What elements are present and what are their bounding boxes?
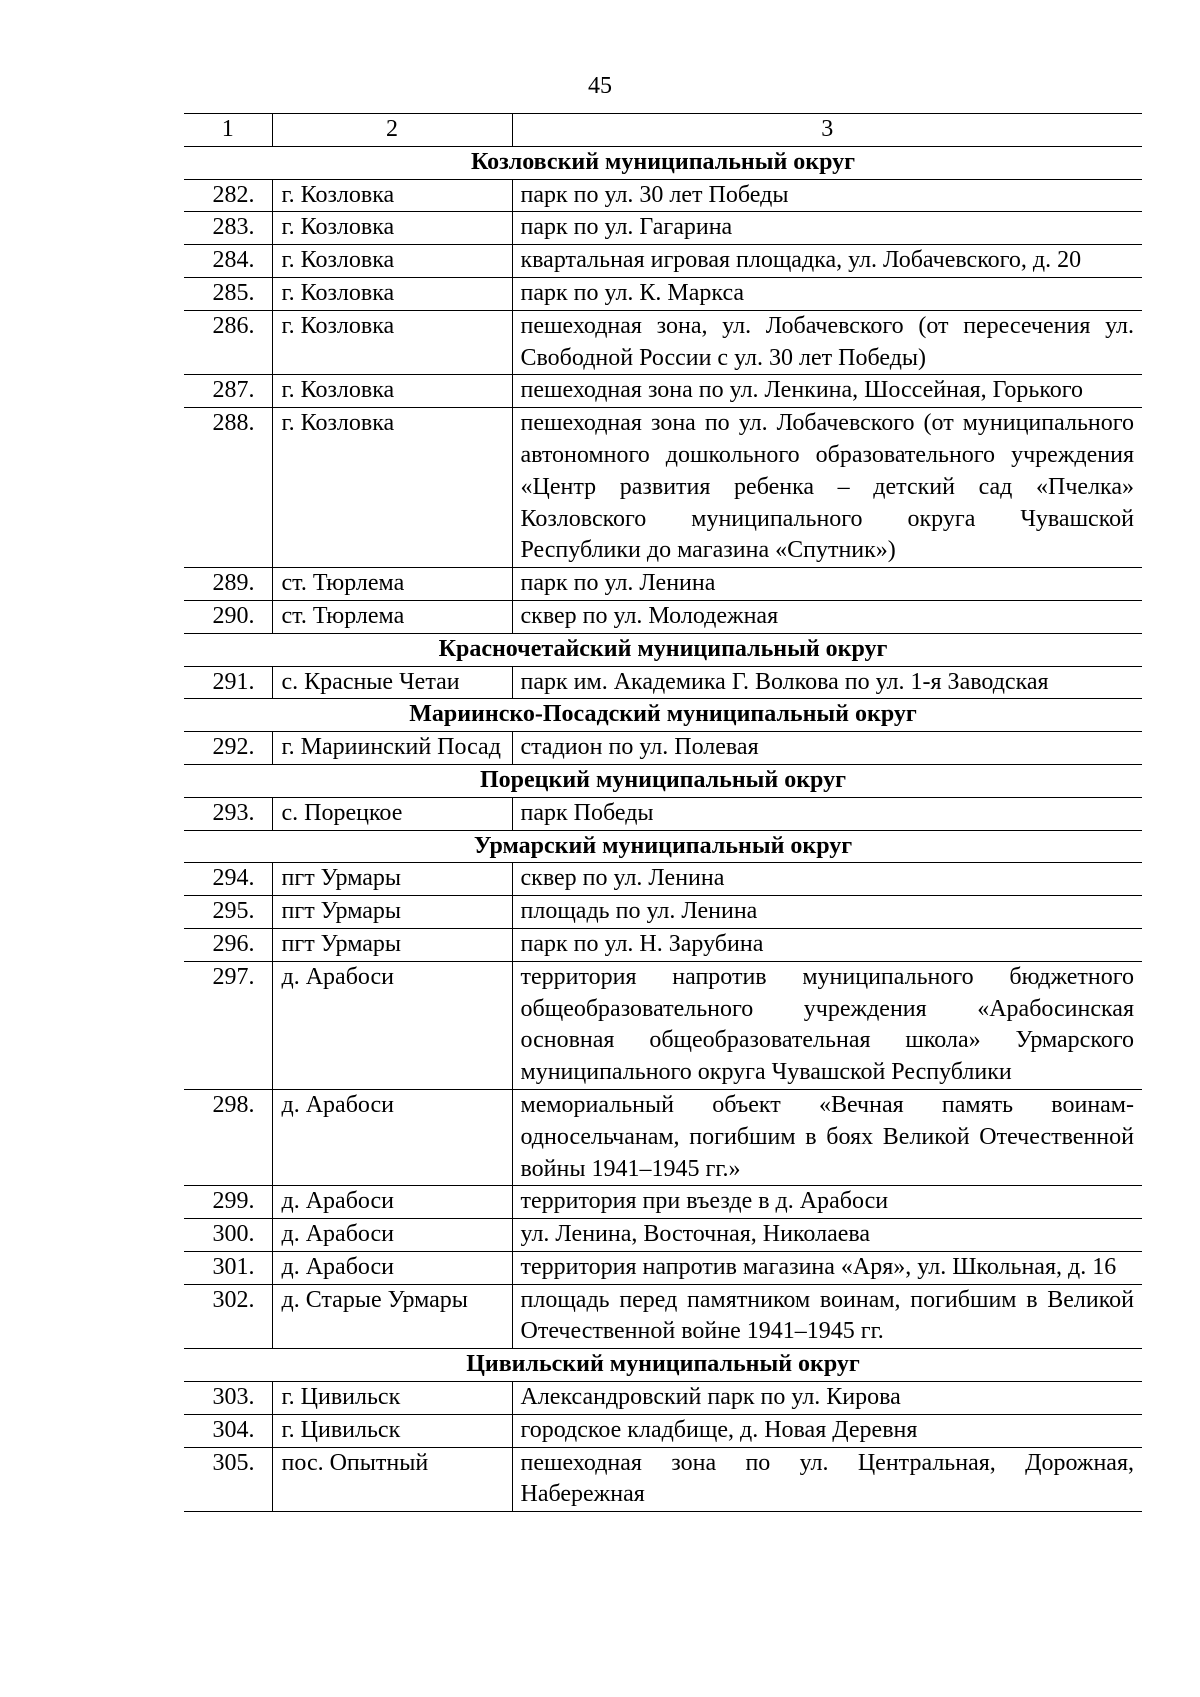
row-description: площадь по ул. Ленина xyxy=(512,896,1142,929)
row-locality: г. Козловка xyxy=(272,310,512,375)
row-description: парк им. Академика Г. Волкова по ул. 1-я Заводская xyxy=(512,666,1142,699)
row-description: парк по ул. К. Маркса xyxy=(512,277,1142,310)
row-number: 287. xyxy=(184,375,272,408)
table-body xyxy=(184,114,1142,1512)
section-row xyxy=(184,633,1142,666)
row-locality: ст. Тюрлема xyxy=(272,600,512,633)
row-description: парк по ул. 30 лет Победы xyxy=(512,179,1142,212)
row-description: пешеходная зона, ул. Лобачевского (от пересечения ул. Свободной России с ул. 30 лет Победы) xyxy=(512,310,1142,375)
row-description: городское кладбище, д. Новая Деревня xyxy=(512,1414,1142,1447)
row-number: 282. xyxy=(184,179,272,212)
table-row xyxy=(184,1089,1142,1185)
row-number: 293. xyxy=(184,797,272,830)
row-number: 283. xyxy=(184,212,272,245)
section-row xyxy=(184,699,1142,732)
row-locality: д. Арабоси xyxy=(272,1186,512,1219)
row-description: ул. Ленина, Восточная, Николаева xyxy=(512,1219,1142,1252)
table-row xyxy=(184,310,1142,375)
table-row xyxy=(184,732,1142,765)
row-description: пешеходная зона по ул. Ленкина, Шоссейная, Горького xyxy=(512,375,1142,408)
page-number: 45 xyxy=(588,73,612,99)
section-row xyxy=(184,764,1142,797)
row-description: территория напротив магазина «Аря», ул. Школьная, д. 16 xyxy=(512,1251,1142,1284)
row-locality: пгт Урмары xyxy=(272,863,512,896)
row-description: мемориальный объект «Вечная память воинам-односельчанам, погибшим в боях Великой Отечественной войны 1941–1945 гг.» xyxy=(512,1089,1142,1185)
header-col-3: 3 xyxy=(512,114,1142,147)
table-row xyxy=(184,896,1142,929)
row-number: 300. xyxy=(184,1219,272,1252)
row-number: 294. xyxy=(184,863,272,896)
row-locality: пгт Урмары xyxy=(272,928,512,961)
section-title: Красночетайский муниципальный округ xyxy=(184,633,1142,666)
row-description: парк по ул. Н. Зарубина xyxy=(512,928,1142,961)
row-description: стадион по ул. Полевая xyxy=(512,732,1142,765)
row-number: 295. xyxy=(184,896,272,929)
section-row xyxy=(184,146,1142,179)
row-description: пешеходная зона по ул. Центральная, Дорожная, Набережная xyxy=(512,1447,1142,1512)
row-description: парк по ул. Гагарина xyxy=(512,212,1142,245)
row-number: 291. xyxy=(184,666,272,699)
row-description: площадь перед памятником воинам, погибшим в Великой Отечественной войне 1941–1945 гг. xyxy=(512,1284,1142,1349)
row-locality: г. Козловка xyxy=(272,408,512,568)
row-locality: д. Старые Урмары xyxy=(272,1284,512,1349)
section-row xyxy=(184,830,1142,863)
row-number: 305. xyxy=(184,1447,272,1512)
header-col-1: 1 xyxy=(184,114,272,147)
table-row xyxy=(184,212,1142,245)
row-description: парк по ул. Ленина xyxy=(512,568,1142,601)
section-title: Козловский муниципальный округ xyxy=(184,146,1142,179)
table-row xyxy=(184,961,1142,1089)
row-description: сквер по ул. Ленина xyxy=(512,863,1142,896)
row-locality: д. Арабоси xyxy=(272,961,512,1089)
row-locality: пос. Опытный xyxy=(272,1447,512,1512)
row-number: 285. xyxy=(184,277,272,310)
row-number: 302. xyxy=(184,1284,272,1349)
section-title: Урмарский муниципальный округ xyxy=(184,830,1142,863)
row-number: 303. xyxy=(184,1382,272,1415)
table-row xyxy=(184,408,1142,568)
row-description: пешеходная зона по ул. Лобачевского (от муниципального автономного дошкольного образовательного учреждения «Центр развития ребенка – детский сад «Пчелка» Козловского муниципального округа Чувашской Республики до магазина «Спутник») xyxy=(512,408,1142,568)
table-row xyxy=(184,1186,1142,1219)
row-locality: с. Красные Четаи xyxy=(272,666,512,699)
header-col-2: 2 xyxy=(272,114,512,147)
row-number: 298. xyxy=(184,1089,272,1185)
row-locality: пгт Урмары xyxy=(272,896,512,929)
row-number: 288. xyxy=(184,408,272,568)
row-locality: г. Мариинский Посад xyxy=(272,732,512,765)
table-row xyxy=(184,277,1142,310)
row-locality: г. Цивильск xyxy=(272,1382,512,1415)
row-locality: г. Цивильск xyxy=(272,1414,512,1447)
row-number: 296. xyxy=(184,928,272,961)
header-row xyxy=(184,114,1142,147)
table-row xyxy=(184,568,1142,601)
table-row xyxy=(184,1414,1142,1447)
row-number: 290. xyxy=(184,600,272,633)
row-description: парк Победы xyxy=(512,797,1142,830)
row-locality: г. Козловка xyxy=(272,212,512,245)
table-row xyxy=(184,1284,1142,1349)
territories-table xyxy=(184,113,1142,1512)
row-description: квартальная игровая площадка, ул. Лобачевского, д. 20 xyxy=(512,245,1142,278)
table-row xyxy=(184,1382,1142,1415)
row-locality: г. Козловка xyxy=(272,277,512,310)
table-row xyxy=(184,600,1142,633)
section-row xyxy=(184,1349,1142,1382)
section-title: Цивильский муниципальный округ xyxy=(184,1349,1142,1382)
row-locality: д. Арабоси xyxy=(272,1089,512,1185)
row-description: сквер по ул. Молодежная xyxy=(512,600,1142,633)
row-number: 286. xyxy=(184,310,272,375)
row-description: территория напротив муниципального бюджетного общеобразовательного учреждения «Арабосинская основная общеобразовательная школа» Урмарского муниципального округа Чувашской Республики xyxy=(512,961,1142,1089)
row-number: 299. xyxy=(184,1186,272,1219)
table-row xyxy=(184,1447,1142,1512)
row-locality: д. Арабоси xyxy=(272,1251,512,1284)
row-locality: г. Козловка xyxy=(272,375,512,408)
table-row xyxy=(184,928,1142,961)
section-title: Мариинско-Посадский муниципальный округ xyxy=(184,699,1142,732)
table-row xyxy=(184,1251,1142,1284)
row-number: 292. xyxy=(184,732,272,765)
row-number: 297. xyxy=(184,961,272,1089)
table-row xyxy=(184,245,1142,278)
row-locality: с. Порецкое xyxy=(272,797,512,830)
row-number: 301. xyxy=(184,1251,272,1284)
row-description: Александровский парк по ул. Кирова xyxy=(512,1382,1142,1415)
table-row xyxy=(184,1219,1142,1252)
row-locality: д. Арабоси xyxy=(272,1219,512,1252)
table-row xyxy=(184,666,1142,699)
row-locality: г. Козловка xyxy=(272,179,512,212)
table-row xyxy=(184,179,1142,212)
row-description: территория при въезде в д. Арабоси xyxy=(512,1186,1142,1219)
table-row xyxy=(184,375,1142,408)
section-title: Порецкий муниципальный округ xyxy=(184,764,1142,797)
row-number: 304. xyxy=(184,1414,272,1447)
table-row xyxy=(184,797,1142,830)
row-number: 284. xyxy=(184,245,272,278)
row-locality: ст. Тюрлема xyxy=(272,568,512,601)
row-locality: г. Козловка xyxy=(272,245,512,278)
row-number: 289. xyxy=(184,568,272,601)
table-row xyxy=(184,863,1142,896)
